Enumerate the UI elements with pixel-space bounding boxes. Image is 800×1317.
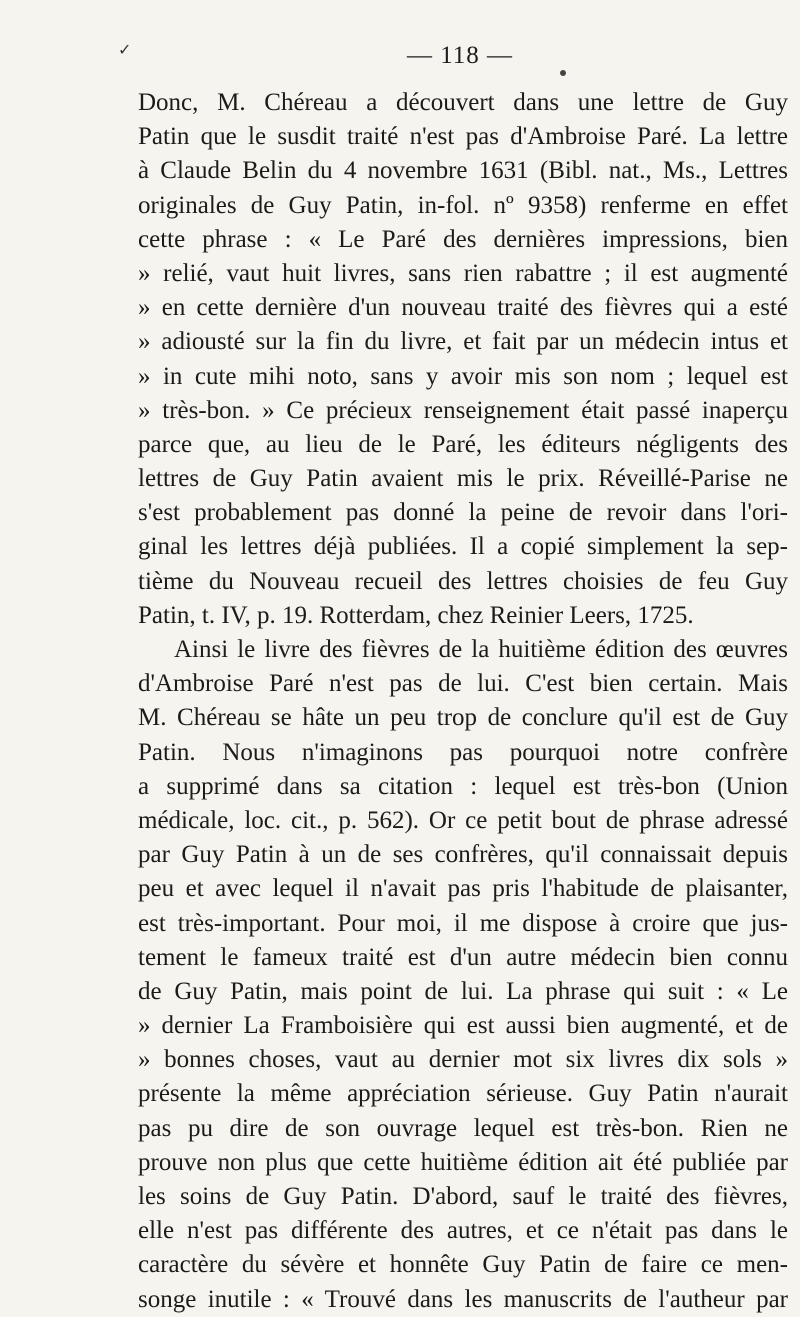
text-line: » relié, vaut huit livres, sans rien rabattre ; il est augmenté [138,259,788,287]
text-line: Ainsi le livre des fièvres de la huitième édition des œuvres [174,636,788,663]
text-line: tième du Nouveau recueil des lettres choisies de feu Guy [138,567,788,595]
text-line: médicale, loc. cit., p. 562). Or ce petit bout de phrase adressé [138,806,788,834]
text-line: » bonnes choses, vaut au dernier mot six livres dix sols » [138,1046,788,1074]
text-line: de Guy Patin, mais point de lui. La phrase qui suit : « Le [138,977,788,1005]
text-line: Donc, M. Chéreau a découvert dans une lettre de Guy [138,89,788,116]
ink-speck [560,70,566,76]
text-line: prouve non plus que cette huitième édition ait été publiée par [138,1148,788,1176]
text-line: » très-bon. » Ce précieux renseignement était passé inaperçu [138,396,788,424]
text-line: Patin que le susdit traité n'est pas d'Ambroise Paré. La lettre [138,123,788,151]
text-line: » dernier La Framboisière qui est aussi bien augmenté, et de [138,1012,788,1040]
text-line: s'est probablement pas donné la peine de revoir dans l'ori- [138,499,788,527]
body-text [138,86,788,1317]
text-line: » en cette dernière d'un nouveau traité des fièvres qui a esté [138,294,788,322]
text-line: présente la même appréciation sérieuse. Guy Patin n'aurait [138,1080,788,1108]
text-line: par Guy Patin à un de ses confrères, qu'il connaissait depuis [138,841,788,869]
page-number: — 118 — [406,42,514,69]
text-line: a supprimé dans sa citation : lequel est très-bon (Union [138,772,788,800]
corner-mark: ✓ [118,42,132,59]
text-line: tement le fameux traité est d'un autre médecin bien connu [138,943,788,971]
text-line: parce que, au lieu de le Paré, les éditeurs négligents des [138,430,788,458]
text-line: Patin, t. IV, p. 19. Rotterdam, chez Reinier Leers, 1725. [138,601,694,629]
text-line: cette phrase : « Le Paré des dernières impressions, bien [138,225,788,253]
text-line: est très-important. Pour moi, il me dispose à croire que jus- [138,909,788,937]
text-line: les soins de Guy Patin. D'abord, sauf le traité des fièvres, [138,1183,788,1210]
text-line: ginal les lettres déjà publiées. Il a copié simplement la sep- [138,533,788,561]
text-line: pas pu dire de son ouvrage lequel est très-bon. Rien ne [138,1114,788,1142]
text-line: elle n'est pas différente des autres, et ce n'était pas dans le [138,1217,788,1245]
text-line: caractère du sévère et honnête Guy Patin de faire ce men- [138,1251,788,1279]
text-line: lettres de Guy Patin avaient mis le prix. Réveillé-Parise ne [138,465,788,493]
text-line: originales de Guy Patin, in-fol. nº 9358) renferme en effet [138,191,788,219]
text-line: Patin. Nous n'imaginons pas pourquoi notre confrère [138,738,788,766]
text-line: songe inutile : « Trouvé dans les manuscrits de l'autheur par [138,1285,788,1313]
text-line: » in cute mihi noto, sans y avoir mis son nom ; lequel est [138,362,788,390]
text-line: M. Chéreau se hâte un peu trop de conclure qu'il est de Guy [138,704,788,732]
text-line: » adiousté sur la fin du livre, et fait par un médecin intus et [138,328,788,356]
text-line: d'Ambroise Paré n'est pas de lui. C'est bien certain. Mais [138,670,788,698]
text-line: peu et avec lequel il n'avait pas pris l'habitude de plaisanter, [138,875,788,903]
text-line: à Claude Belin du 4 novembre 1631 (Bibl. nat., Ms., Lettres [138,157,788,185]
